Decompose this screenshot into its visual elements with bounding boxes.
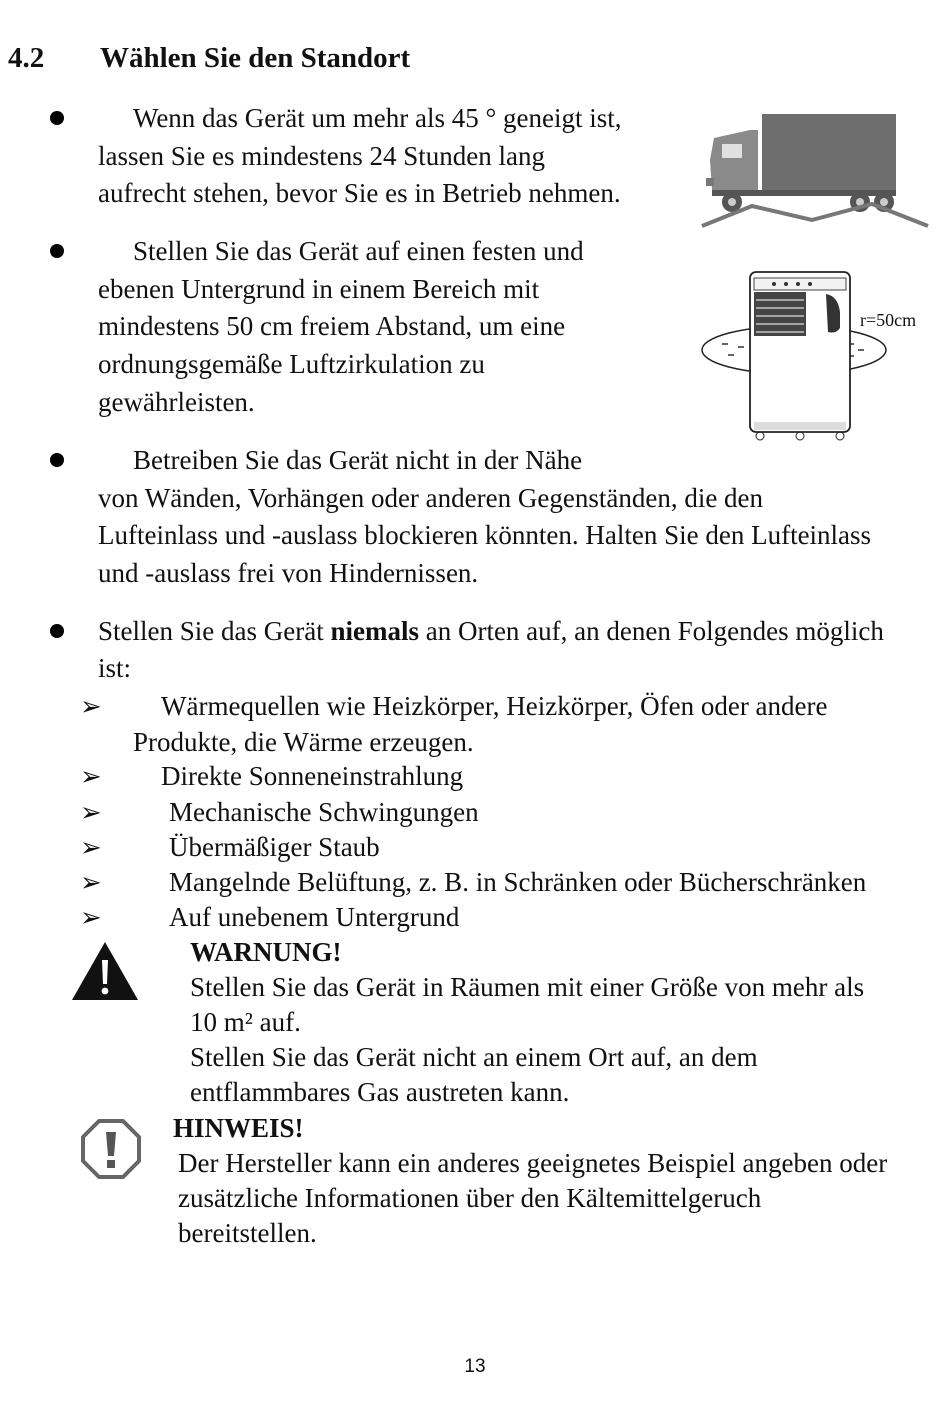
air-conditioner-icon (698, 262, 898, 444)
bullet-1-line-1: Wenn das Gerät um mehr als 45 ° geneigt ist, (133, 103, 622, 133)
arrow-right-icon: ➢ (80, 868, 102, 897)
bullet-1-line-3: aufrecht stehen, bevor Sie es in Betrieb nehmen. (98, 178, 621, 208)
bullet-dot (50, 111, 64, 125)
sublist-item-6: Auf unebenem Untergrund (169, 902, 460, 932)
emphasis-never: niemals (330, 616, 419, 646)
note-line-3: bereitstellen. (178, 1218, 317, 1248)
warning-triangle-icon (70, 940, 140, 1002)
sublist-item-4: Übermäßiger Staub (169, 832, 380, 862)
arrow-right-icon: ➢ (80, 762, 102, 791)
note-title: HINWEIS! (173, 1113, 304, 1143)
exclamation-octagon-icon (80, 1118, 142, 1180)
bullet-dot (50, 624, 64, 638)
bullet-3-line-1: Betreiben Sie das Gerät nicht in der Nähe (133, 445, 583, 475)
bullet-3-line-4: und -auslass frei von Hindernissen. (98, 558, 479, 588)
truck-icon (700, 108, 932, 232)
section-number: 4.2 (8, 42, 45, 74)
arrow-right-icon: ➢ (80, 692, 102, 721)
arrow-right-icon: ➢ (80, 798, 102, 827)
bullet-dot (50, 244, 64, 258)
bullet-1-line-2: lassen Sie es mindestens 24 Stunden lang (98, 141, 545, 171)
bullet-4-line-1: Stellen Sie das Gerät niemals an Orten auf, an denen Folgendes möglich (98, 616, 884, 646)
bullet-dot (50, 453, 64, 467)
bullet-2-line-4: ordnungsgemäße Luftzirkulation zu (98, 349, 485, 379)
sublist-item-1: Wärmequellen wie Heizkörper, Heizkörper, Öfen oder andere (161, 691, 828, 721)
sublist-item-2: Direkte Sonneneinstrahlung (161, 761, 464, 791)
page-number: 13 (464, 1356, 486, 1377)
bullet-2-line-2: ebenen Untergrund in einem Bereich mit (98, 274, 540, 304)
section-title: Wählen Sie den Standort (100, 42, 411, 74)
bullet-2-line-5: gewährleisten. (98, 387, 255, 417)
warning-line-3: Stellen Sie das Gerät nicht an einem Ort auf, an dem (190, 1042, 758, 1072)
arrow-right-icon: ➢ (80, 833, 102, 862)
bullet-4-line-2: ist: (98, 653, 132, 683)
sublist-item-1-cont: Produkte, die Wärme erzeugen. (133, 727, 474, 757)
note-line-2: zusätzliche Informationen über den Kältemittelgeruch (178, 1183, 762, 1213)
bullet-3-line-2: von Wänden, Vorhängen oder anderen Gegenständen, die den (98, 483, 764, 513)
warning-line-1: Stellen Sie das Gerät in Räumen mit einer Größe von mehr als (190, 972, 865, 1002)
warning-title: WARNUNG! (190, 937, 342, 967)
bullet-2-line-1: Stellen Sie das Gerät auf einen festen und (133, 236, 584, 266)
warning-line-2: 10 m² auf. (190, 1007, 301, 1037)
sublist-item-5: Mangelnde Belüftung, z. B. in Schränken oder Bücherschränken (169, 867, 867, 897)
sublist-item-3: Mechanische Schwingungen (169, 797, 479, 827)
warning-line-4: entflammbares Gas austreten kann. (190, 1077, 570, 1107)
bullet-3-line-3: Lufteinlass und -auslass blockieren könnten. Halten Sie den Lufteinlass (98, 520, 872, 550)
clearance-label: r=50cm (860, 310, 917, 330)
arrow-right-icon: ➢ (80, 903, 102, 932)
note-line-1: Der Hersteller kann ein anderes geeignetes Beispiel angeben oder (178, 1148, 888, 1178)
bullet-2-line-3: mindestens 50 cm freiem Abstand, um eine (98, 311, 566, 341)
